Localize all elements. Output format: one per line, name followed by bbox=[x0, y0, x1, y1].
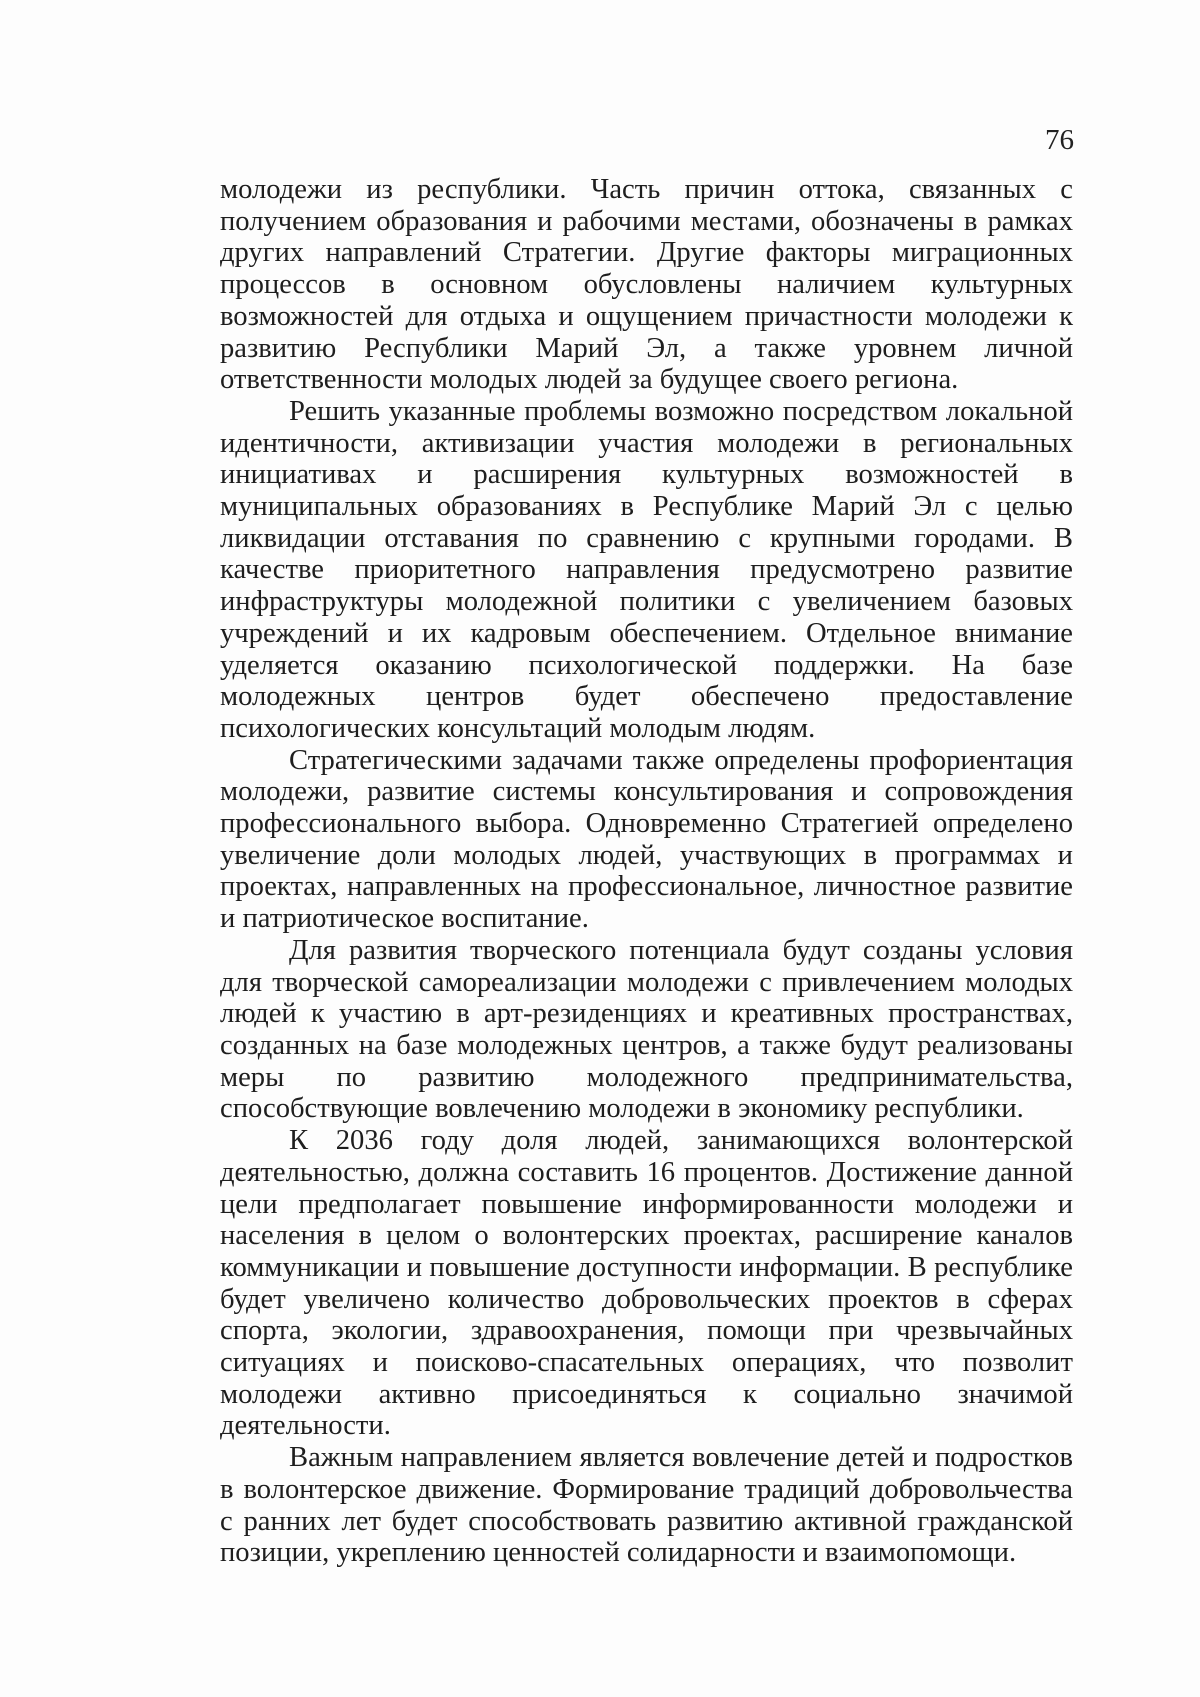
paragraph-creative-potential: Для развития творческого потенциала будут созданы условия для творческой самореализации молодежи с привлечением молодых людей к участию в арт-резиденциях и креативных пространствах, созданных на базе молодежных центров, а также будут реализованы меры по развитию молодежного предпринимательства, способствующие вовлечению молодежи в экономику республики. bbox=[220, 934, 1073, 1125]
paragraph-local-identity: Решить указанные проблемы возможно посредством локальной идентичности, активизации участия молодежи в региональных инициативах и расширения культурных возможностей в муниципальных образованиях в Республике Марий Эл с целью ликвидации отставания по сравнению с крупными городами. В качестве приоритетного направления предусмотрено развитие инфраструктуры молодежной политики с увеличением базовых учреждений и их кадровым обеспечением. Отдельное внимание уделяется оказанию психологической поддержки. На базе молодежных центров будет обеспечено предоставление психологических консультаций молодым людям. bbox=[220, 395, 1073, 744]
paragraph-career-guidance: Стратегическими задачами также определены профориентация молодежи, развитие системы консультирования и сопровождения профессионального выбора. Одновременно Стратегией определено увеличение доли молодых людей, участвующих в программах и проектах, направленных на профессиональное, личностное развитие и патриотическое воспитание. bbox=[220, 744, 1073, 935]
page-number: 76 bbox=[1045, 124, 1074, 156]
paragraph-children-volunteering: Важным направлением является вовлечение детей и подростков в волонтерское движение. Формирование традиций добровольчества с ранних лет будет способствовать развитию активной гражданской позиции, укреплению ценностей солидарности и взаимопомощи. bbox=[220, 1442, 1073, 1569]
paragraph-volunteering-2036: К 2036 году доля людей, занимающихся волонтерской деятельностью, должна составить 16 процентов. Достижение данной цели предполагает повышение информированности молодежи и населения в целом о волонтерских проектах, расширение каналов коммуникации и повышение доступности информации. В республике будет увеличено количество добровольческих проектов в сферах спорта, экологии, здравоохранения, помощи при чрезвычайных ситуациях и поисково-спасательных операциях, что позволит молодежи активно присоединяться к социально значимой деятельности. bbox=[220, 1125, 1073, 1442]
document-body bbox=[220, 174, 1073, 1569]
paragraph-continuation: молодежи из республики. Часть причин оттока, связанных с получением образования и рабочими местами, обозначены в рамках других направлений Стратегии. Другие факторы миграционных процессов в основном обусловлены наличием культурных возможностей для отдыха и ощущением причастности молодежи к развитию Республики Марий Эл, а также уровнем личной ответственности молодых людей за будущее своего региона. bbox=[220, 174, 1073, 396]
